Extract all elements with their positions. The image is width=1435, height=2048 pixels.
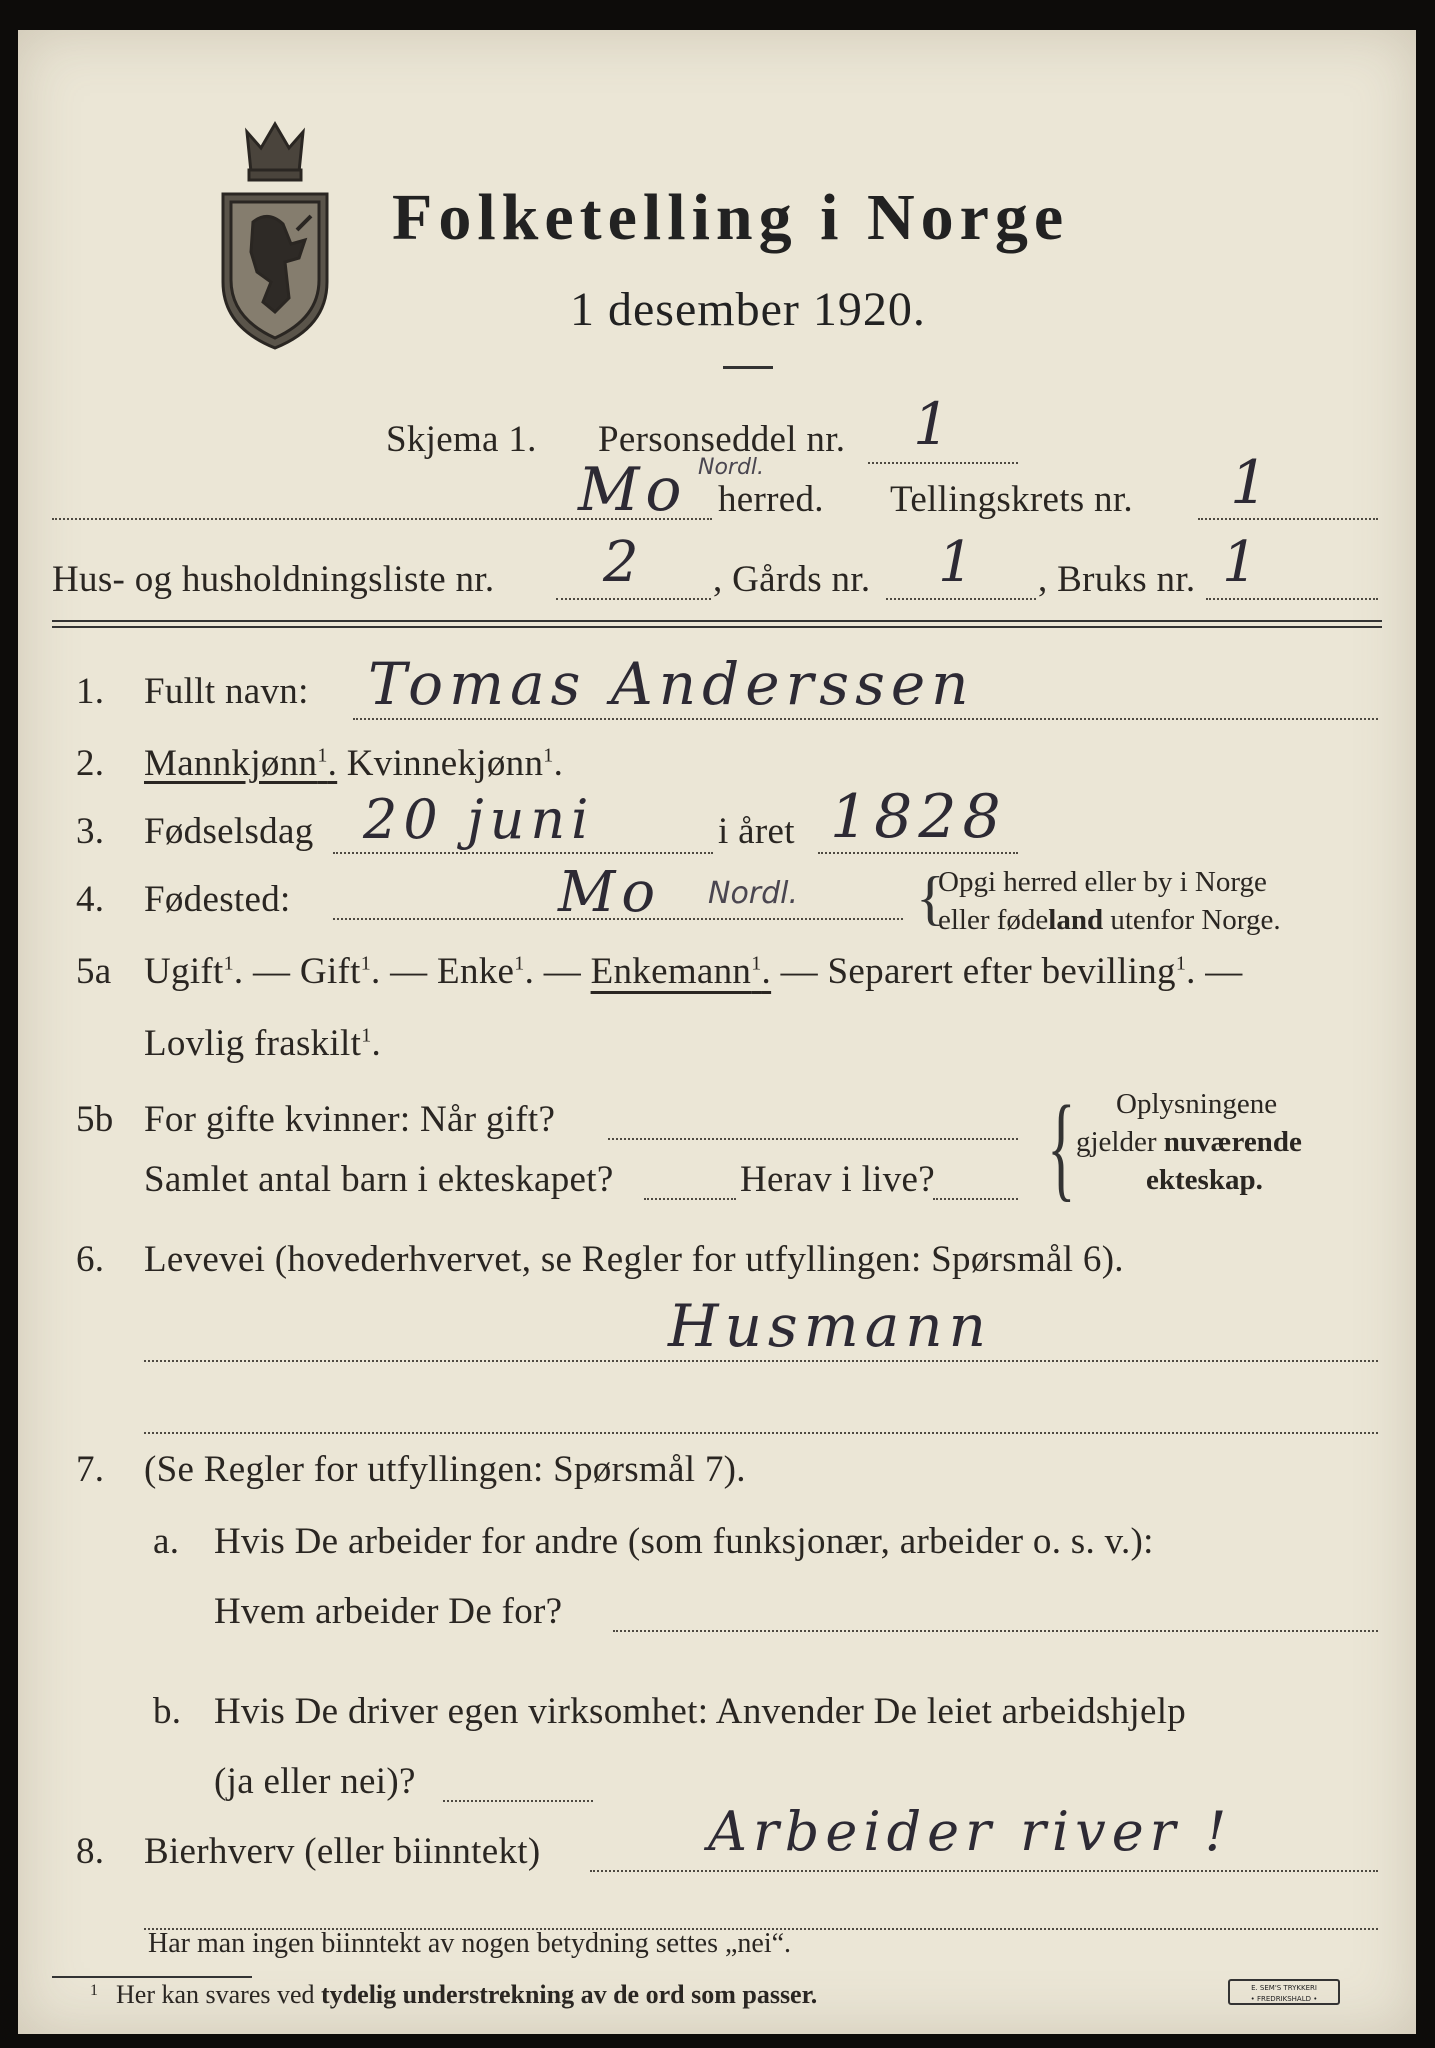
bruks-line (1206, 598, 1378, 600)
q8-label: Bierhverv (eller biinntekt) (144, 1831, 541, 1872)
q1-label: Fullt navn: (144, 671, 309, 712)
q8-number: 8. (76, 1831, 105, 1872)
q3-birthday[interactable]: 20 juni (363, 788, 595, 851)
q2-option-male[interactable]: Mannkjønn$^1$. (144, 743, 338, 784)
q7-label: (Se Regler for utfyllingen: Spørsmål 7). (144, 1449, 746, 1490)
q4-birthplace[interactable]: Mo (558, 860, 662, 925)
q5a-number: 5a (76, 951, 112, 992)
schema-label: Skjema 1. (386, 419, 537, 460)
footnote-number: 1 (90, 1982, 98, 1999)
q5a-options: Ugift$^1$. — Gift$^1$. — Enke$^1$. — Enkemann$^1$. — Separert efter bevilling$^1$. — (144, 951, 1243, 992)
header-rule-bottom (52, 626, 1382, 628)
q5b-label: For gifte kvinner: Når gift? (144, 1099, 556, 1140)
q5b-note-3: ekteskap. (1146, 1164, 1263, 1196)
q5a-option-gift[interactable]: Gift$^1$. (299, 951, 381, 992)
census-form (18, 30, 1416, 2034)
q4-birthplace-note: Nordl. (708, 876, 799, 911)
liste-label: Hus- og husholdningsliste nr. (52, 559, 495, 600)
herred-value[interactable]: Mo (578, 455, 688, 525)
q5a-option-ugift[interactable]: Ugift$^1$. (144, 951, 244, 992)
q7a-line[interactable] (613, 1630, 1378, 1632)
q6-number: 6. (76, 1239, 105, 1280)
bruks-value[interactable]: 1 (1222, 530, 1264, 595)
q7b-line[interactable] (443, 1800, 593, 1802)
gards-line (886, 598, 1036, 600)
q4-number: 4. (76, 879, 105, 920)
q5b-married-line (608, 1138, 1018, 1140)
header-rule-top (52, 620, 1382, 622)
no-income-note: Har man ingen biinntekt av nogen betydning settes „nei“. (148, 1928, 792, 1959)
q5b-alive-line (933, 1198, 1018, 1200)
q4-label: Fødested: (144, 879, 291, 920)
q3-birth-year[interactable]: 1828 (830, 782, 1007, 852)
gards-value[interactable]: 1 (938, 530, 980, 595)
q5a-option-enke[interactable]: Enke$^1$. (437, 951, 535, 992)
q7a-question: Hvem arbeider De for? (214, 1591, 563, 1632)
q3-number: 3. (76, 811, 105, 852)
tellingskrets-label: Tellingskrets nr. (890, 479, 1133, 520)
q5b-children-label: Samlet antal barn i ekteskapet? (144, 1159, 614, 1200)
q7b-letter: b. (153, 1691, 182, 1732)
q1-full-name[interactable]: Tomas Anderssen (368, 650, 975, 718)
q8-line-1 (590, 1870, 1378, 1872)
q1-number: 1. (76, 671, 105, 712)
tellingskrets-line (1198, 518, 1378, 520)
q4-hint-line-1: Opgi herred eller by i Norge (938, 866, 1267, 898)
form-date: 1 desember 1920. (570, 283, 926, 336)
norwegian-coat-of-arms-icon (213, 112, 337, 352)
q2-option-female[interactable]: Kvinnekjønn$^1$. (346, 743, 564, 784)
printer-mark: E. SEM'S TRYKKERI • FREDRIKSHALD • (1228, 1979, 1340, 2005)
q7a-letter: a. (153, 1521, 180, 1562)
q8-side-income[interactable]: Arbeider river ! (708, 1800, 1233, 1863)
q3-label: Fødselsdag (144, 811, 314, 852)
q5a-option-separert[interactable]: Separert efter bevilling$^1$. (827, 951, 1196, 992)
q7-number: 7. (76, 1449, 105, 1490)
q6-line-2 (144, 1432, 1378, 1434)
tellingskrets-value[interactable]: 1 (1230, 448, 1275, 518)
q3-day-line (333, 852, 713, 854)
q7a-text: Hvis De arbeider for andre (som funksjonær, arbeider o. s. v.): (214, 1521, 1154, 1562)
q3-year-label: i året (718, 811, 795, 852)
title-divider (723, 366, 773, 369)
q5b-note-2: gjelder nuværende (1076, 1126, 1302, 1158)
q5a-option-enkemann[interactable]: Enkemann$^1$. (590, 951, 772, 992)
bruks-label: , Bruks nr. (1038, 559, 1196, 600)
personseddel-value[interactable]: 1 (913, 390, 956, 458)
q6-occupation[interactable]: Husmann (668, 1292, 992, 1360)
liste-line (556, 598, 711, 600)
footnote-text: Her kan svares ved tydelig understrekning av de ord som passer. (116, 1980, 818, 2009)
herred-label: herred. (718, 479, 824, 520)
q5a-option-fraskilt[interactable]: Lovlig fraskilt$^1$. (144, 1023, 382, 1064)
q5b-number: 5b (76, 1099, 114, 1140)
q2-options (144, 742, 563, 785)
q5b-brace: { (1047, 1081, 1076, 1212)
q6-label: Levevei (hovederhvervet, se Regler for utfyllingen: Spørsmål 6). (144, 1239, 1124, 1280)
q3-year-line (818, 852, 1018, 854)
q4-hint-line-2: eller fødeland utenfor Norge. (938, 904, 1281, 936)
q1-line (353, 718, 1378, 720)
personseddel-line (868, 462, 1018, 464)
q5b-note-1: Oplysningene (1116, 1088, 1278, 1120)
q2-number: 2. (76, 743, 105, 784)
gards-label: , Gårds nr. (713, 559, 871, 600)
personseddel-label: Personseddel nr. (598, 419, 846, 460)
q6-line-1 (144, 1360, 1378, 1362)
liste-value[interactable]: 2 (603, 530, 645, 595)
q5b-children-line (644, 1198, 736, 1200)
footnote-rule (52, 1976, 252, 1978)
q5b-alive-label: Herav i live? (740, 1159, 935, 1200)
herred-note: Nordl. (698, 455, 765, 480)
q7b-question: (ja eller nei)? (214, 1761, 416, 1802)
form-title: Folketelling i Norge (392, 181, 1070, 254)
q4-brace: { (916, 865, 945, 931)
q7b-text: Hvis De driver egen virksomhet: Anvender De leiet arbeidshjelp (214, 1691, 1187, 1732)
